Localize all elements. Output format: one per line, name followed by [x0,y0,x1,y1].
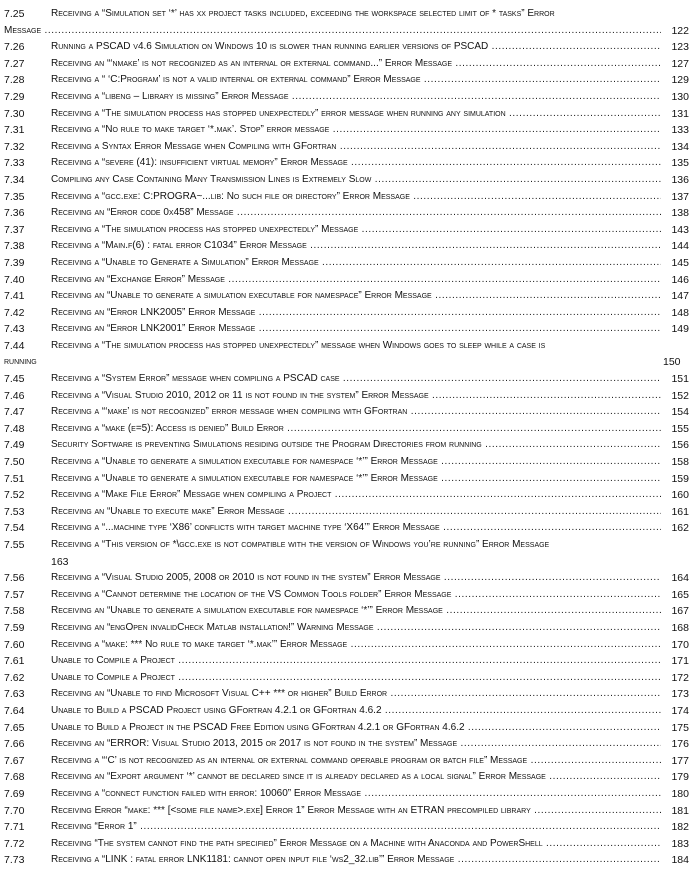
toc-entry[interactable] [4,6,689,39]
toc-entry-title[interactable]: Receiving a “Unable to generate a simulation executable for namespace ‘*’” Error Message ..... [51,471,661,488]
toc-entry[interactable] [4,122,689,139]
toc-entry[interactable] [4,653,689,670]
toc-entry-page-number: 135 [661,155,689,172]
toc-entry-title[interactable]: Receiving a “The simulation process has stopped unexpectedly” error message when running any simulation ..... [51,106,661,123]
toc-entry-page-number: 129 [661,72,689,89]
toc-entry-page-number: 173 [661,686,689,703]
toc-entry-page-number: 152 [661,388,689,405]
toc-entry-title[interactable]: Receiving a “Cannot determine the location of the VS Common Tools folder” Error Message ..... [51,587,661,604]
toc-entry-title[interactable]: Receiving a “‘make’ is not recognized” error message when compiling with GFortran ..... [51,404,661,421]
toc-entry-number: 7.65 [4,721,25,734]
toc-entry-number: 7.54 [4,522,25,535]
toc-entry-number: 7.46 [4,389,25,402]
toc-entry-page-number: 177 [661,753,689,770]
toc-entry-number: 7.26 [4,41,25,54]
toc-entry-page-number: 130 [661,89,689,106]
toc-entry-title[interactable]: Receiving an “‘nmake’ is not recognized as an internal or external command...” Error Message ..... [51,56,661,73]
toc-entry-title[interactable]: Receiving an “engOpen invalidCheck Matlab installation!” Warning Message ..... [51,620,661,637]
toc-entry-title[interactable]: Receiving a “The simulation process has stopped unexpectedly” Message ..... [51,222,661,239]
toc-entry[interactable] [4,371,689,388]
toc-entry-number: 7.36 [4,207,25,220]
toc-entry-title[interactable]: Receiving an “Unable to generate a simulation executable for namespace ‘*’” Error Message ..... [51,603,661,620]
toc-entry-title[interactable]: Receiving a “make (e=5): Access is denied” Build Error ..... [51,421,661,438]
toc-entry-title[interactable]: Receiving “The system cannot find the path specified” Error Message on a Machine with Anaconda and PowerShell ..... [51,836,661,853]
toc-entry-page-number: 183 [661,836,689,853]
toc-entry[interactable] [4,736,689,753]
toc-entry-number: 7.43 [4,323,25,336]
toc-entry-title[interactable]: Receiving an “Exchange Error” Message ..... [51,272,661,289]
toc-entry-page-number: 143 [661,222,689,239]
toc-entry-number: 7.52 [4,489,25,502]
toc-entry-page-number: 136 [661,172,689,189]
toc-entry-title[interactable]: Receiving an “Error LNK2005” Error Message ..... [51,305,661,322]
toc-entry-number: 7.62 [4,671,25,684]
toc-entry-title[interactable]: Receiving a “The simulation process has stopped unexpectedly” message when Windows goes to sleep while a case is [51,339,546,351]
toc-entry[interactable] [4,487,689,504]
toc-entry-page-number: 123 [661,39,689,56]
toc-entry[interactable] [4,189,689,206]
toc-entry-number: 7.53 [4,505,25,518]
toc-entry[interactable] [4,454,689,471]
toc-entry-page-number: 175 [661,720,689,737]
toc-entry-page-number: 167 [661,603,689,620]
toc-entry-title[interactable]: Unable to Compile a Project ..... [51,653,661,670]
toc-entry-title[interactable]: Receiving a “make: *** No rule to make target ‘*.mak’” Error Message ..... [51,637,661,654]
toc-entry[interactable] [4,205,689,222]
toc-entry-title[interactable]: Receiving a “Main.f(6) : fatal error C1034” Error Message ..... [51,238,661,255]
toc-entry-title[interactable]: Unable to Build a PSCAD Project using GFortran 4.2.1 or GFortran 4.6.2 ..... [51,703,661,720]
toc-entry-page-number: 181 [661,803,689,820]
toc-entry-page-number: 147 [661,288,689,305]
toc-entry-title[interactable]: Receiving “Error 1” ..... [51,819,661,836]
toc-entry-page-number: 159 [661,471,689,488]
toc-entry[interactable] [4,305,689,322]
toc-entry-number: 7.35 [4,190,25,203]
toc-entry[interactable] [4,172,689,189]
toc-entry-page-number: 154 [661,404,689,421]
toc-entry-number: 7.45 [4,373,25,386]
toc-entry-number: 7.44 [4,339,25,352]
toc-entry-page-number: 172 [661,670,689,687]
toc-entry[interactable] [4,720,689,737]
toc-entry[interactable] [4,139,689,156]
toc-entry-number: 7.56 [4,572,25,585]
toc-entry-title[interactable]: Unable to Compile a Project ..... [51,670,661,687]
toc-entry-number: 7.68 [4,771,25,784]
toc-entry-page-number: 150 [663,356,681,369]
toc-entry[interactable] [4,155,689,172]
toc-entry-number: 7.63 [4,688,25,701]
toc-entry[interactable] [4,753,689,770]
toc-entry[interactable] [4,437,689,454]
toc-entry-page-number: 184 [661,852,689,869]
toc-entry-title[interactable]: Receiving a “System Error” message when compiling a PSCAD case ..... [51,371,661,388]
table-of-contents [4,6,689,869]
toc-entry-title[interactable]: Receiving a “...machine type ‘X86’ conflicts with target machine type ‘X64’” Error Message ..... [51,520,661,537]
toc-entry[interactable] [4,72,689,89]
toc-entry[interactable] [4,587,689,604]
toc-entry-title[interactable]: Receiving a “severe (41): insufficient virtual memory” Error Message ..... [51,155,661,172]
toc-entry-page-number: 158 [661,454,689,471]
toc-entry-number: 7.28 [4,74,25,87]
toc-entry-number: 7.38 [4,240,25,253]
toc-entry-number: 7.39 [4,256,25,269]
toc-entry-page-number: 176 [661,736,689,753]
toc-entry-page-number: 122 [661,23,689,40]
toc-entry[interactable] [4,421,689,438]
toc-entry[interactable] [4,89,689,106]
toc-entry-title-continued: Message ..... [4,23,661,40]
toc-entry[interactable] [4,803,689,820]
toc-entry-title[interactable]: Receiving an “ERROR: Visual Studio 2013, 2015 or 2017 is not found in the system” Message ..... [51,736,661,753]
toc-entry-page-number: 161 [661,504,689,521]
toc-entry[interactable] [4,321,689,338]
toc-entry-number: 7.37 [4,223,25,236]
toc-entry-number: 7.30 [4,107,25,120]
toc-entry[interactable] [4,703,689,720]
toc-entry-number: 7.67 [4,754,25,767]
toc-entry-title[interactable]: Receiving a “Simulation set ‘*’ has xx project tasks included, exceeding the workspace selected limit of * tasks” Error [51,8,555,19]
toc-entry[interactable] [4,852,689,869]
toc-entry-title[interactable]: Compiling any Case Containing Many Transmission Lines is Extremely Slow ..... [51,172,661,189]
toc-entry[interactable] [4,670,689,687]
toc-entry-page-number: 133 [661,122,689,139]
toc-entry[interactable] [4,769,689,786]
toc-entry-page-number: 149 [661,321,689,338]
toc-entry-page-number: 180 [661,786,689,803]
toc-entry-page-number: 165 [661,587,689,604]
toc-entry-number: 7.29 [4,90,25,103]
toc-entry-page-number: 160 [661,487,689,504]
toc-entry-page-number: 171 [661,653,689,670]
toc-entry-title[interactable]: Receiving a “gcc.exe: C:PROGRA~...lib: No such file or directory” Error Message ..... [51,189,661,206]
toc-entry-page-number: 179 [661,769,689,786]
toc-entry-number: 7.61 [4,655,25,668]
toc-entry[interactable] [4,836,689,853]
toc-entry-page-number: 127 [661,56,689,73]
toc-entry-title[interactable]: Receiving a “Make File Error” Message when compiling a Project ..... [51,487,661,504]
toc-entry-title[interactable]: Receiving an “Unable to find Microsoft Visual C++ *** or higher” Build Error ..... [51,686,661,703]
toc-entry-page-number: 148 [661,305,689,322]
toc-entry[interactable] [4,388,689,405]
toc-entry-title[interactable]: Receiving an “Unable to execute make” Error Message ..... [51,504,661,521]
toc-entry-title[interactable]: Receiving a “No rule to make target ‘*.mak’. Stop” error message ..... [51,122,661,139]
toc-entry[interactable] [4,603,689,620]
toc-entry-page-number: 138 [661,205,689,222]
toc-entry-page-number: 164 [661,570,689,587]
toc-entry-title[interactable]: Running a PSCAD v4.6 Simulation on Windows 10 is slower than running earlier versions of PSCAD ..... [51,39,661,56]
toc-entry-number: 7.72 [4,837,25,850]
toc-entry[interactable] [4,637,689,654]
toc-entry-number: 7.69 [4,787,25,800]
toc-entry[interactable] [4,786,689,803]
toc-entry-page-number: 170 [661,637,689,654]
toc-entry-title[interactable]: Receiving a “Unable to Generate a Simulation” Error Message ..... [51,255,661,272]
toc-entry-page-number: 137 [661,189,689,206]
toc-entry[interactable] [4,504,689,521]
toc-entry-number: 7.41 [4,290,25,303]
toc-entry-page-number: 174 [661,703,689,720]
toc-entry-number: 7.55 [4,539,25,551]
toc-entry[interactable] [4,255,689,272]
toc-entry-number: 7.70 [4,804,25,817]
toc-entry[interactable] [4,471,689,488]
toc-entry[interactable] [4,222,689,239]
toc-entry-title[interactable]: Receiving a “Visual Studio 2005, 2008 or 2010 is not found in the system” Error Message ..... [51,570,661,587]
toc-entry[interactable] [4,106,689,123]
toc-entry-page-number: 155 [661,421,689,438]
toc-entry-title[interactable]: Receiving an “Error LNK2001” Error Message ..... [51,321,661,338]
toc-entry-number: 7.59 [4,621,25,634]
toc-entry-number: 7.33 [4,157,25,170]
toc-entry-page-number: 146 [661,272,689,289]
toc-entry-title[interactable]: Receiving a “This version of *\gcc.exe is not compatible with the version of Windows you’re running” Error Message [51,539,550,550]
toc-entry-page-number: 182 [661,819,689,836]
toc-entry-title[interactable]: Receiving an “Unable to generate a simulation executable for namespace” Error Message ..... [51,288,661,305]
toc-entry[interactable] [4,238,689,255]
toc-entry-title[interactable]: Receiving a “LINK : fatal error LNK1181: cannot open input file ‘ws2_32.lib’” Error Message ..... [51,852,661,869]
toc-entry-page-number: 151 [661,371,689,388]
toc-entry-title[interactable]: Unable to Build a Project in the PSCAD Free Edition using GFortran 4.2.1 or GFortran 4.6.2 ..... [51,720,661,737]
toc-entry-title[interactable]: Receiving a “ ‘C:Program’ is not a valid internal or external command” Error Message ..... [51,72,661,89]
toc-entry[interactable] [4,686,689,703]
toc-entry-title[interactable]: Receiving an “Export argument ‘*’ cannot be declared since it is already declared as a local signal” Error Message ..... [51,769,661,786]
toc-entry[interactable] [4,819,689,836]
toc-entry-number: 7.42 [4,306,25,319]
toc-entry[interactable] [4,272,689,289]
toc-entry-number: 7.66 [4,738,25,751]
toc-entry-title-continued: running [4,356,37,368]
toc-entry-title[interactable]: Receiving Error “make: *** [<some file name>.exe] Error 1” Error Message with an ETRAN precompiled library ..... [51,803,661,820]
toc-entry-number: 7.27 [4,57,25,70]
toc-entry-number: 7.64 [4,704,25,717]
toc-entry-page-number: 134 [661,139,689,156]
toc-entry-number: 7.49 [4,439,25,452]
toc-entry-title[interactable]: Receiving a “connect function failed with error: 10060” Error Message ..... [51,786,661,803]
toc-entry-title[interactable]: Receiving a “Unable to generate a simulation executable for namespace ‘*’” Error Message ..... [51,454,661,471]
toc-entry-page-number: 163 [51,554,79,571]
toc-entry[interactable] [4,39,689,56]
toc-entry[interactable] [4,520,689,537]
toc-entry-title[interactable]: Security Software is preventing Simulations residing outside the Program Directories from running ..... [51,437,661,454]
toc-entry-number: 7.57 [4,588,25,601]
toc-entry[interactable] [4,288,689,305]
toc-entry-number: 7.32 [4,140,25,153]
toc-entry-number: 7.51 [4,472,25,485]
toc-entry[interactable] [4,56,689,73]
toc-entry-number: 7.34 [4,173,25,186]
toc-entry-page-number: 162 [661,520,689,537]
toc-entry-title[interactable]: Receiving a Syntax Error Message when Compiling with GFortran ..... [51,139,661,156]
toc-entry-number: 7.31 [4,124,25,137]
toc-entry-title[interactable]: Receiving a “Visual Studio 2010, 2012 or 11 is not found in the system” Error Message ..... [51,388,661,405]
toc-entry-title[interactable]: Receiving an “Error code 0x458” Message ..... [51,205,661,222]
toc-entry-number: 7.50 [4,456,25,469]
toc-entry-number: 7.25 [4,8,25,20]
toc-entry-number: 7.60 [4,638,25,651]
toc-entry-number: 7.73 [4,854,25,867]
toc-entry-page-number: 168 [661,620,689,637]
toc-entry-page-number: 144 [661,238,689,255]
toc-entry-page-number: 131 [661,106,689,123]
toc-entry[interactable] [4,620,689,637]
toc-entry[interactable] [4,537,689,570]
toc-entry-number: 7.58 [4,605,25,618]
toc-entry-number: 7.47 [4,406,25,419]
toc-entry-title[interactable]: Receiving a “‘C’ is not recognized as an internal or external command operable program or batch file” Message ..... [51,753,661,770]
toc-entry-number: 7.71 [4,821,25,834]
toc-entry-number: 7.48 [4,422,25,435]
toc-entry[interactable] [4,338,689,371]
toc-entry-title[interactable]: Receiving a “libeng – Library is missing” Error Message ..... [51,89,661,106]
toc-entry[interactable] [4,404,689,421]
toc-entry-page-number: 145 [661,255,689,272]
toc-entry-page-number: 156 [661,437,689,454]
toc-entry-number: 7.40 [4,273,25,286]
toc-entry[interactable] [4,570,689,587]
